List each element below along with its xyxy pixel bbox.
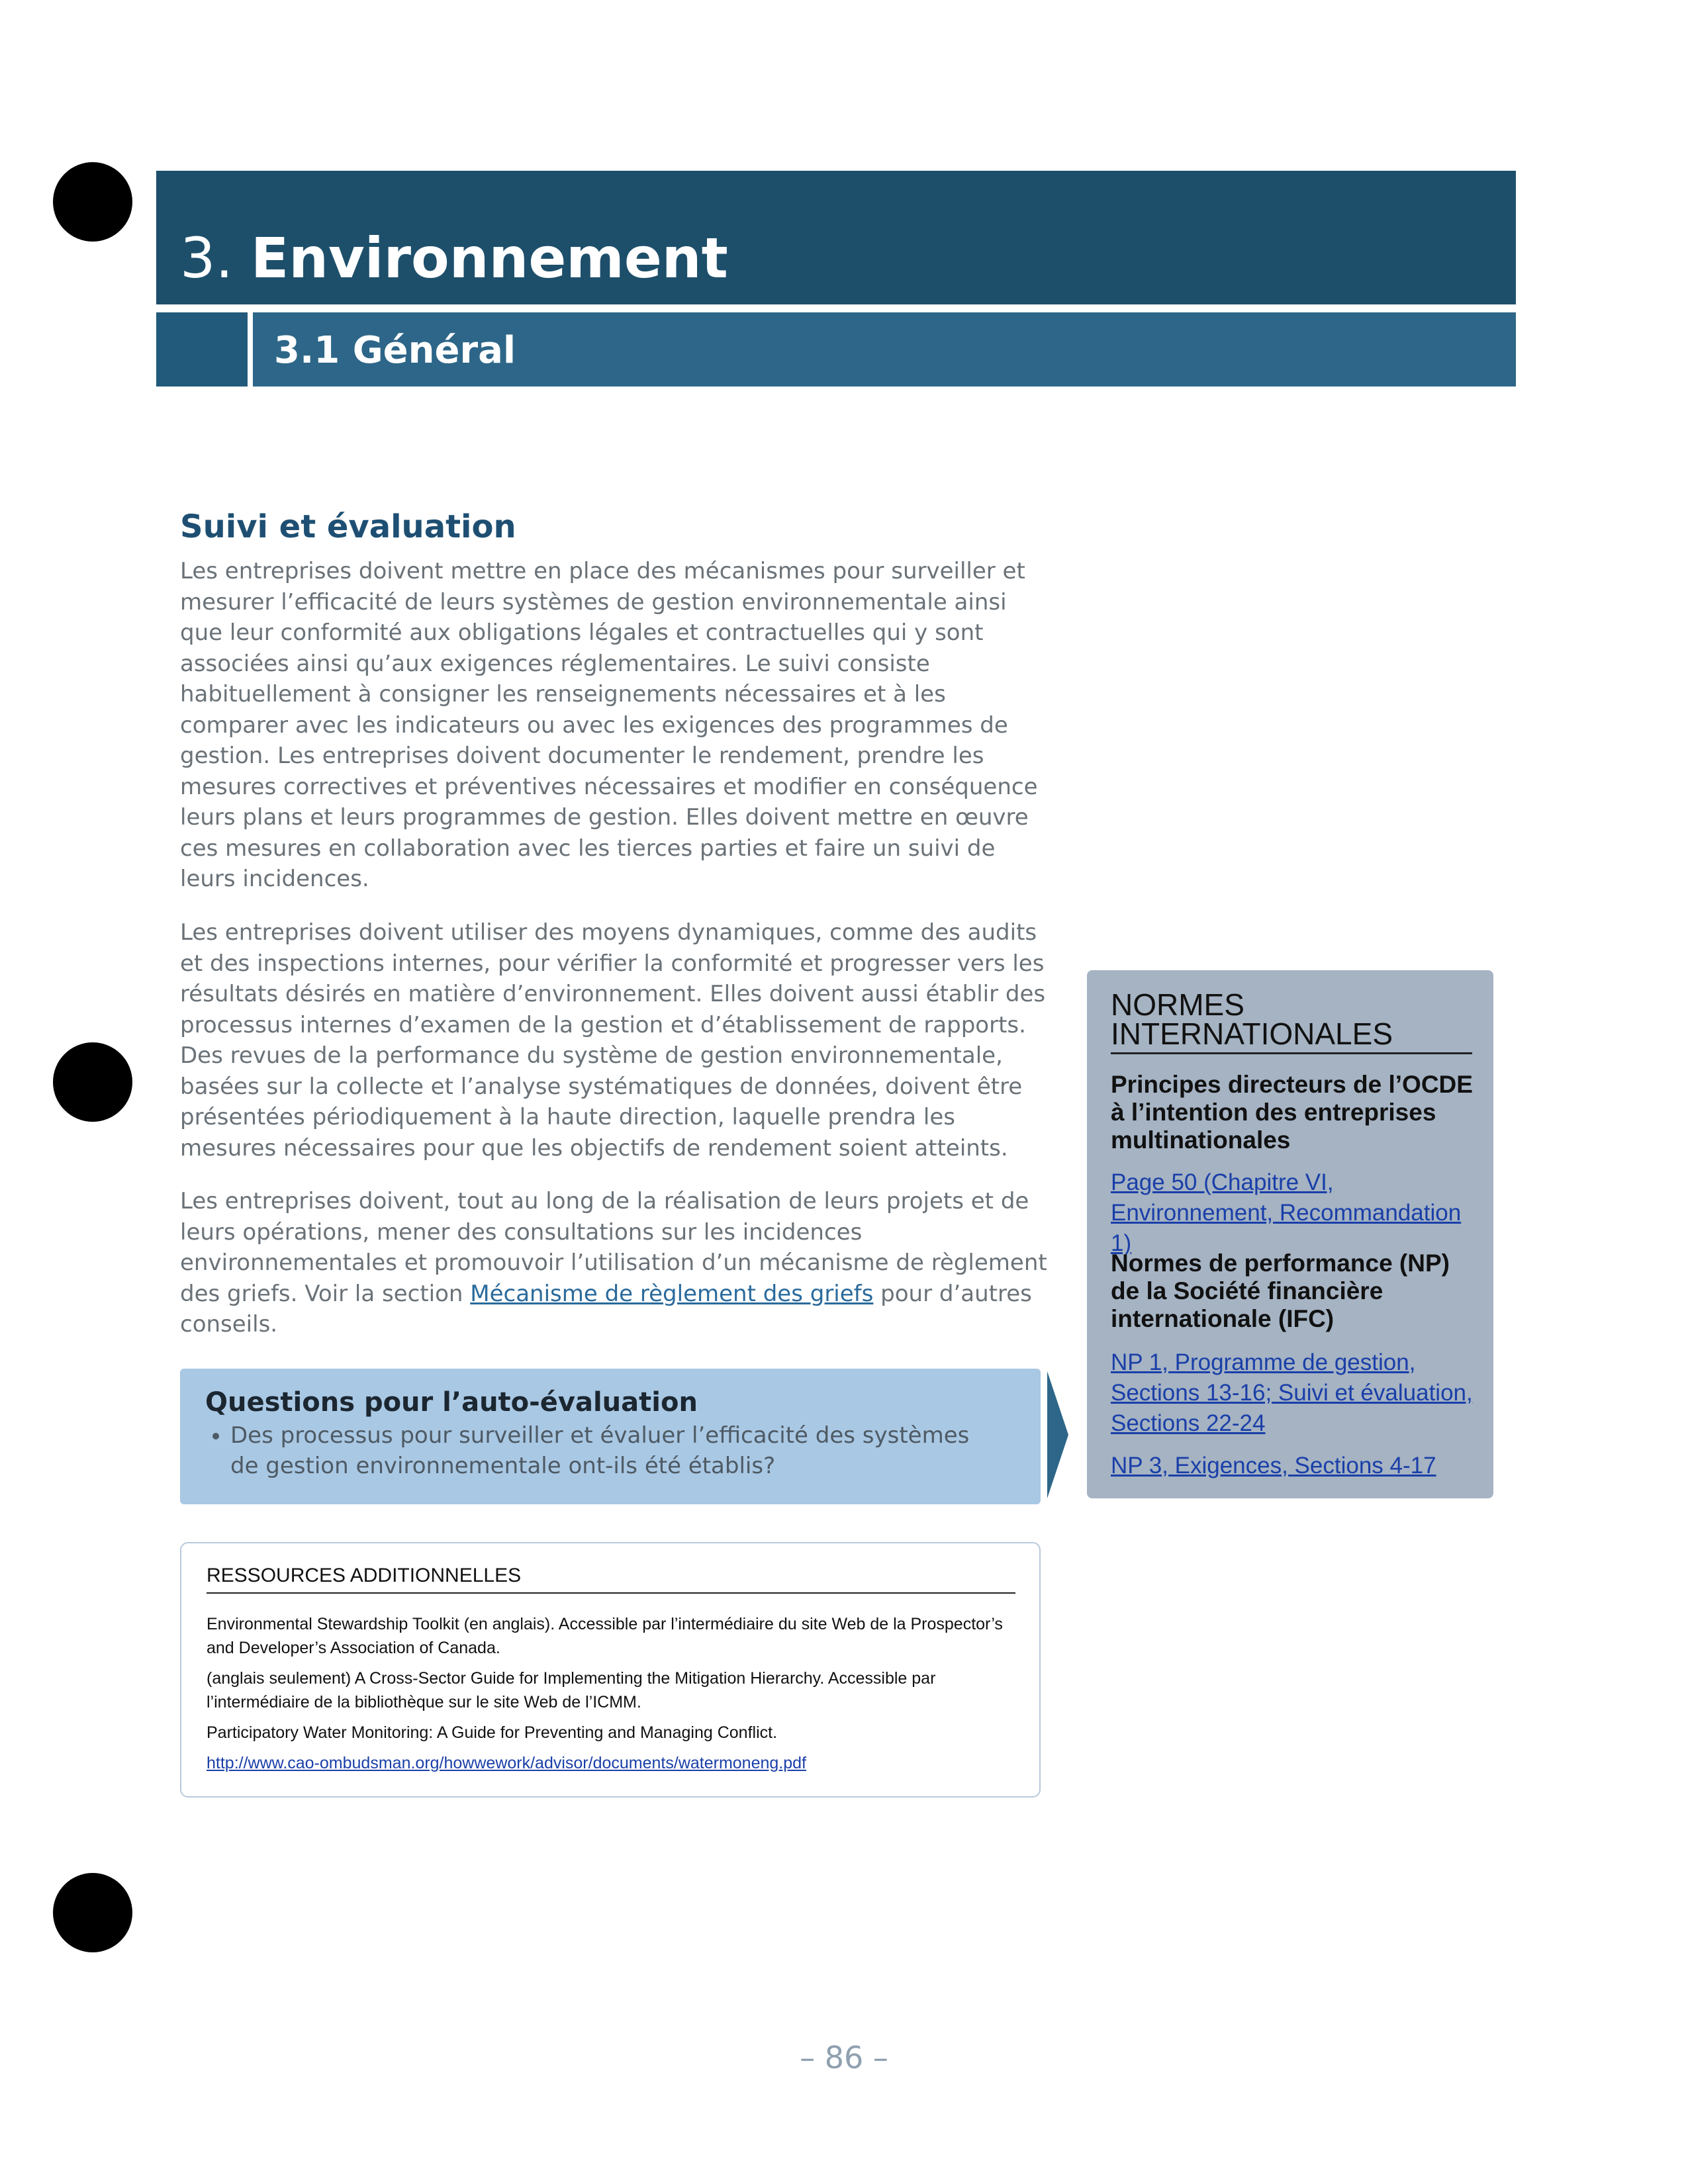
resources-title: RESSOURCES ADDITIONNELLES (207, 1565, 1015, 1594)
standards-heading-ocde: Principes directeurs de l’OCDE à l’intention des entreprises multinationales (1111, 1071, 1473, 1154)
arrow-icon (1047, 1371, 1068, 1498)
self-assessment-box (180, 1369, 1041, 1504)
resource-item: Participatory Water Monitoring: A Guide for Preventing and Managing Conflict. (207, 1723, 778, 1742)
binder-hole (53, 1873, 132, 1952)
body-paragraph (180, 1186, 1047, 1340)
section-banner (156, 312, 1516, 387)
grievance-mechanism-link[interactable]: Mécanisme de règlement des griefs (470, 1280, 874, 1307)
binder-hole (53, 1042, 132, 1122)
ifc-np3-link[interactable]: NP 3, Exigences, Sections 4-17 (1111, 1453, 1436, 1479)
resource-item: (anglais seulement) A Cross-Sector Guide for Implementing the Mitigation Hierarchy. Accessible par l’intermédiaire de la bibliothèque sur le site Web de l’ICMM. (207, 1669, 936, 1711)
self-assessment-list (207, 1420, 998, 1481)
page-number: – 86 – (800, 2040, 888, 2075)
chapter-number: 3. (180, 226, 234, 291)
ocde-reference-link[interactable]: Page 50 (Chapitre VI, Environnement, Recommandation 1) (1111, 1169, 1462, 1256)
section-title: 3.1 Général (274, 329, 516, 372)
international-standards-box (1087, 970, 1493, 1498)
body-paragraph: Les entreprises doivent mettre en place des mécanismes pour surveiller et mesurer l’efficacité de leurs systèmes de gestion environnementale ainsi que leur conformité aux obligations légales et contractuelles qui y sont associées ainsi qu’aux exigences réglementaires. Le suivi consiste habituellement à consigner les renseignements nécessaires et à les comparer avec les indicateurs ou avec les exigences des programmes de gestion. Les entreprises doivent documenter le rendement, prendre les mesures correctives et préventives nécessaires et modifier en conséquence leurs plans et leurs programmes de gestion. Elles doivent mettre en œuvre ces mesures en collaboration avec les tierces parties et faire un suivi de leurs incidences. (180, 558, 1038, 892)
section-banner-accent (156, 312, 253, 387)
standards-title: NORMES INTERNATIONALES (1111, 990, 1472, 1054)
list-item: • Des processus pour surveiller et évaluer l’efficacité des systèmes de gestion environnementale ont-ils été établis? (230, 1420, 998, 1481)
additional-resources-box (180, 1542, 1041, 1797)
section-heading: Suivi et évaluation (180, 508, 516, 545)
chapter-banner (156, 171, 1516, 308)
binder-hole (53, 162, 132, 242)
body-paragraph: Les entreprises doivent utiliser des moyens dynamiques, comme des audits et des inspections internes, pour vérifier la conformité et progresser vers les résultats désirés en matière d’environnement. Elles doivent aussi établir des processus internes d’examen de la gestion et d’établissement de rapports. Des revues de la performance du système de gestion environnementale, basées sur la collecte et l’analyse systématiques de données, doivent être présentées périodiquement à la haute direction, laquelle prendra les mesures nécessaires pour que les objectifs de rendement soient atteints. (180, 919, 1046, 1161)
ifc-np1-link[interactable]: NP 1, Programme de gestion, Sections 13-16; Suivi et évaluation, Sections 22-24 (1111, 1349, 1473, 1436)
resources-list (207, 1612, 1015, 1782)
chapter-title (180, 226, 728, 291)
resource-item: Environmental Stewardship Toolkit (en anglais). Accessible par l’intermédiaire du site Web de la Prospector’s and Developer’s Association of Canada. (207, 1615, 1003, 1657)
paragraph-text: pour d’autres conseils. (180, 1280, 1032, 1338)
standards-heading-ifc: Normes de performance (NP) de la Société financière internationale (IFC) (1111, 1250, 1450, 1332)
self-assessment-title: Questions pour l’auto-évaluation (205, 1387, 698, 1418)
resource-url-link[interactable]: http://www.cao-ombudsman.org/howwework/advisor/documents/watermoneng.pdf (207, 1754, 806, 1772)
chapter-title-text: Environnement (250, 226, 728, 291)
paragraph-text: Les entreprises doivent, tout au long de la réalisation de leurs projets et de leurs opérations, mener des consultations sur les incidences environnementales et promouvoir l’utilisation d’un mécanisme de règlement des griefs. Voir la section (180, 1188, 1047, 1307)
